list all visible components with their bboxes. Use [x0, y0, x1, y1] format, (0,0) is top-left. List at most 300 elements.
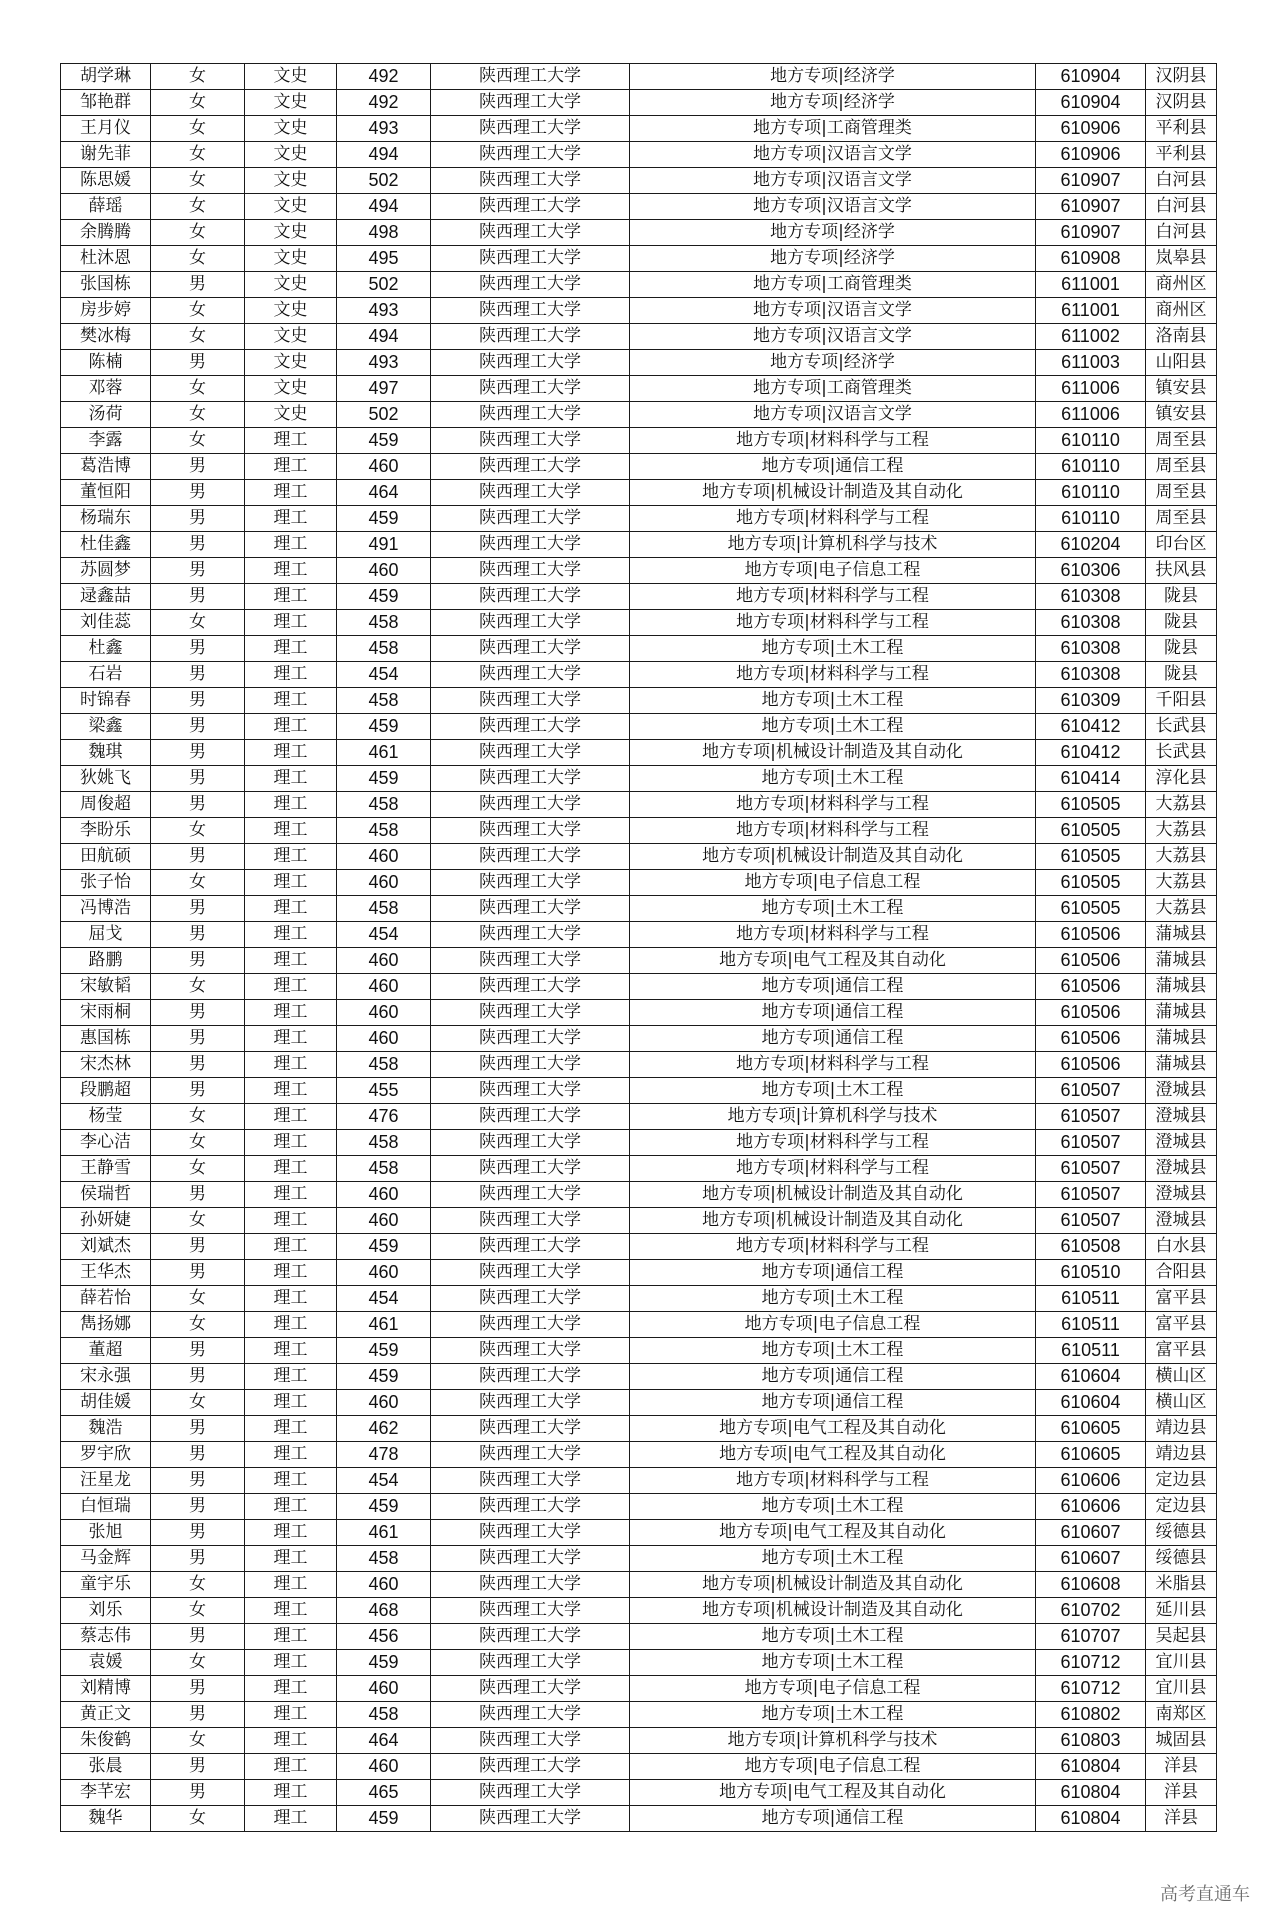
- code-cell: 610605: [1036, 1416, 1146, 1442]
- score-cell: 494: [337, 142, 431, 168]
- code-cell: 610802: [1036, 1702, 1146, 1728]
- category-cell: 理工: [245, 532, 337, 558]
- category-cell: 理工: [245, 1754, 337, 1780]
- county-cell: 蒲城县: [1146, 948, 1217, 974]
- university-cell: 陕西理工大学: [431, 454, 630, 480]
- category-cell: 理工: [245, 1026, 337, 1052]
- university-cell: 陕西理工大学: [431, 1468, 630, 1494]
- university-cell: 陕西理工大学: [431, 142, 630, 168]
- gender-cell: 女: [151, 1130, 245, 1156]
- gender-cell: 男: [151, 740, 245, 766]
- category-cell: 文史: [245, 324, 337, 350]
- code-cell: 610608: [1036, 1572, 1146, 1598]
- table-row: [61, 1598, 1217, 1624]
- county-cell: 蒲城县: [1146, 1026, 1217, 1052]
- gender-cell: 男: [151, 1026, 245, 1052]
- gender-cell: 女: [151, 1286, 245, 1312]
- category-cell: 文史: [245, 142, 337, 168]
- category-cell: 理工: [245, 1338, 337, 1364]
- major-cell: 地方专项|汉语言文学: [630, 402, 1036, 428]
- code-cell: 610712: [1036, 1676, 1146, 1702]
- county-cell: 镇安县: [1146, 402, 1217, 428]
- gender-cell: 男: [151, 1676, 245, 1702]
- county-cell: 白河县: [1146, 194, 1217, 220]
- university-cell: 陕西理工大学: [431, 1624, 630, 1650]
- score-cell: 458: [337, 636, 431, 662]
- gender-cell: 男: [151, 532, 245, 558]
- county-cell: 大荔县: [1146, 896, 1217, 922]
- name-cell: 房步婷: [61, 298, 151, 324]
- gender-cell: 男: [151, 896, 245, 922]
- county-cell: 淳化县: [1146, 766, 1217, 792]
- gender-cell: 女: [151, 818, 245, 844]
- gender-cell: 女: [151, 1104, 245, 1130]
- code-cell: 610908: [1036, 246, 1146, 272]
- gender-cell: 女: [151, 1156, 245, 1182]
- university-cell: 陕西理工大学: [431, 1676, 630, 1702]
- name-cell: 董恒阳: [61, 480, 151, 506]
- name-cell: 邹艳群: [61, 90, 151, 116]
- major-cell: 地方专项|土木工程: [630, 1546, 1036, 1572]
- major-cell: 地方专项|通信工程: [630, 454, 1036, 480]
- gender-cell: 男: [151, 1546, 245, 1572]
- table-row: [61, 428, 1217, 454]
- code-cell: 610804: [1036, 1806, 1146, 1832]
- county-cell: 山阳县: [1146, 350, 1217, 376]
- category-cell: 理工: [245, 1546, 337, 1572]
- university-cell: 陕西理工大学: [431, 974, 630, 1000]
- county-cell: 富平县: [1146, 1286, 1217, 1312]
- score-cell: 493: [337, 116, 431, 142]
- name-cell: 孙妍婕: [61, 1208, 151, 1234]
- score-cell: 468: [337, 1598, 431, 1624]
- name-cell: 刘乐: [61, 1598, 151, 1624]
- code-cell: 611006: [1036, 402, 1146, 428]
- category-cell: 文史: [245, 298, 337, 324]
- category-cell: 理工: [245, 1312, 337, 1338]
- gender-cell: 女: [151, 376, 245, 402]
- major-cell: 地方专项|经济学: [630, 64, 1036, 90]
- university-cell: 陕西理工大学: [431, 636, 630, 662]
- score-cell: 458: [337, 610, 431, 636]
- gender-cell: 女: [151, 974, 245, 1000]
- category-cell: 理工: [245, 1468, 337, 1494]
- county-cell: 平利县: [1146, 116, 1217, 142]
- table-row: [61, 64, 1217, 90]
- name-cell: 石岩: [61, 662, 151, 688]
- score-cell: 502: [337, 272, 431, 298]
- admission-table: [60, 63, 1217, 1832]
- category-cell: 理工: [245, 662, 337, 688]
- county-cell: 白河县: [1146, 168, 1217, 194]
- gender-cell: 女: [151, 610, 245, 636]
- table-row: [61, 1780, 1217, 1806]
- university-cell: 陕西理工大学: [431, 350, 630, 376]
- score-cell: 460: [337, 1572, 431, 1598]
- table-row: [61, 1572, 1217, 1598]
- code-cell: 610309: [1036, 688, 1146, 714]
- university-cell: 陕西理工大学: [431, 116, 630, 142]
- county-cell: 蒲城县: [1146, 1052, 1217, 1078]
- score-cell: 458: [337, 1546, 431, 1572]
- code-cell: 611006: [1036, 376, 1146, 402]
- gender-cell: 男: [151, 1442, 245, 1468]
- university-cell: 陕西理工大学: [431, 1390, 630, 1416]
- category-cell: 文史: [245, 376, 337, 402]
- category-cell: 理工: [245, 1182, 337, 1208]
- name-cell: 樊冰梅: [61, 324, 151, 350]
- gender-cell: 女: [151, 428, 245, 454]
- university-cell: 陕西理工大学: [431, 1572, 630, 1598]
- gender-cell: 男: [151, 766, 245, 792]
- major-cell: 地方专项|电气工程及其自动化: [630, 1780, 1036, 1806]
- category-cell: 文史: [245, 272, 337, 298]
- county-cell: 周至县: [1146, 480, 1217, 506]
- county-cell: 澄城县: [1146, 1182, 1217, 1208]
- gender-cell: 男: [151, 1468, 245, 1494]
- table-row: [61, 922, 1217, 948]
- table-row: [61, 1390, 1217, 1416]
- category-cell: 理工: [245, 1130, 337, 1156]
- gender-cell: 女: [151, 1390, 245, 1416]
- university-cell: 陕西理工大学: [431, 896, 630, 922]
- university-cell: 陕西理工大学: [431, 1078, 630, 1104]
- table-row: [61, 1442, 1217, 1468]
- name-cell: 魏华: [61, 1806, 151, 1832]
- category-cell: 文史: [245, 64, 337, 90]
- major-cell: 地方专项|机械设计制造及其自动化: [630, 844, 1036, 870]
- code-cell: 610506: [1036, 974, 1146, 1000]
- category-cell: 理工: [245, 1364, 337, 1390]
- university-cell: 陕西理工大学: [431, 1416, 630, 1442]
- major-cell: 地方专项|机械设计制造及其自动化: [630, 1572, 1036, 1598]
- category-cell: 理工: [245, 1520, 337, 1546]
- gender-cell: 男: [151, 1494, 245, 1520]
- code-cell: 610607: [1036, 1546, 1146, 1572]
- major-cell: 地方专项|土木工程: [630, 1624, 1036, 1650]
- university-cell: 陕西理工大学: [431, 246, 630, 272]
- major-cell: 地方专项|汉语言文学: [630, 168, 1036, 194]
- university-cell: 陕西理工大学: [431, 740, 630, 766]
- gender-cell: 男: [151, 1338, 245, 1364]
- score-cell: 459: [337, 1338, 431, 1364]
- gender-cell: 男: [151, 1624, 245, 1650]
- score-cell: 459: [337, 1234, 431, 1260]
- category-cell: 理工: [245, 844, 337, 870]
- gender-cell: 女: [151, 194, 245, 220]
- major-cell: 地方专项|计算机科学与技术: [630, 1104, 1036, 1130]
- major-cell: 地方专项|通信工程: [630, 1026, 1036, 1052]
- score-cell: 462: [337, 1416, 431, 1442]
- name-cell: 汤荷: [61, 402, 151, 428]
- name-cell: 屈戈: [61, 922, 151, 948]
- score-cell: 458: [337, 688, 431, 714]
- code-cell: 610204: [1036, 532, 1146, 558]
- table-row: [61, 194, 1217, 220]
- gender-cell: 男: [151, 1754, 245, 1780]
- score-cell: 464: [337, 1728, 431, 1754]
- code-cell: 610712: [1036, 1650, 1146, 1676]
- university-cell: 陕西理工大学: [431, 1338, 630, 1364]
- table-row: [61, 948, 1217, 974]
- major-cell: 地方专项|材料科学与工程: [630, 428, 1036, 454]
- table-row: [61, 740, 1217, 766]
- code-cell: 610605: [1036, 1442, 1146, 1468]
- code-cell: 610505: [1036, 818, 1146, 844]
- score-cell: 461: [337, 1520, 431, 1546]
- name-cell: 王华杰: [61, 1260, 151, 1286]
- table-row: [61, 1286, 1217, 1312]
- county-cell: 蒲城县: [1146, 922, 1217, 948]
- county-cell: 澄城县: [1146, 1104, 1217, 1130]
- name-cell: 汪星龙: [61, 1468, 151, 1494]
- score-cell: 497: [337, 376, 431, 402]
- code-cell: 610506: [1036, 948, 1146, 974]
- table-row: [61, 1624, 1217, 1650]
- name-cell: 白恒瑞: [61, 1494, 151, 1520]
- code-cell: 610511: [1036, 1338, 1146, 1364]
- name-cell: 惠国栋: [61, 1026, 151, 1052]
- score-cell: 461: [337, 740, 431, 766]
- table-row: [61, 1728, 1217, 1754]
- major-cell: 地方专项|材料科学与工程: [630, 506, 1036, 532]
- major-cell: 地方专项|电气工程及其自动化: [630, 948, 1036, 974]
- category-cell: 文史: [245, 116, 337, 142]
- name-cell: 葛浩博: [61, 454, 151, 480]
- table-row: [61, 220, 1217, 246]
- university-cell: 陕西理工大学: [431, 376, 630, 402]
- code-cell: 610907: [1036, 220, 1146, 246]
- gender-cell: 女: [151, 1728, 245, 1754]
- table-row: [61, 1754, 1217, 1780]
- university-cell: 陕西理工大学: [431, 1780, 630, 1806]
- table-row: [61, 1234, 1217, 1260]
- score-cell: 502: [337, 168, 431, 194]
- table-row: [61, 1052, 1217, 1078]
- major-cell: 地方专项|通信工程: [630, 974, 1036, 1000]
- county-cell: 靖边县: [1146, 1416, 1217, 1442]
- table-row: [61, 246, 1217, 272]
- gender-cell: 女: [151, 1650, 245, 1676]
- name-cell: 邓蓉: [61, 376, 151, 402]
- table-row: [61, 506, 1217, 532]
- name-cell: 罗宇欣: [61, 1442, 151, 1468]
- major-cell: 地方专项|电气工程及其自动化: [630, 1416, 1036, 1442]
- gender-cell: 男: [151, 1052, 245, 1078]
- university-cell: 陕西理工大学: [431, 844, 630, 870]
- code-cell: 610702: [1036, 1598, 1146, 1624]
- code-cell: 610906: [1036, 116, 1146, 142]
- gender-cell: 女: [151, 1572, 245, 1598]
- score-cell: 465: [337, 1780, 431, 1806]
- category-cell: 理工: [245, 714, 337, 740]
- county-cell: 定边县: [1146, 1468, 1217, 1494]
- table-row: [61, 1676, 1217, 1702]
- table-row: [61, 870, 1217, 896]
- score-cell: 460: [337, 1260, 431, 1286]
- name-cell: 刘佳蕊: [61, 610, 151, 636]
- county-cell: 扶风县: [1146, 558, 1217, 584]
- score-cell: 459: [337, 584, 431, 610]
- table-row: [61, 1520, 1217, 1546]
- category-cell: 理工: [245, 1650, 337, 1676]
- name-cell: 李芊宏: [61, 1780, 151, 1806]
- name-cell: 魏浩: [61, 1416, 151, 1442]
- score-cell: 494: [337, 324, 431, 350]
- gender-cell: 男: [151, 922, 245, 948]
- university-cell: 陕西理工大学: [431, 1208, 630, 1234]
- table-row: [61, 792, 1217, 818]
- gender-cell: 女: [151, 1806, 245, 1832]
- name-cell: 李心洁: [61, 1130, 151, 1156]
- table-row: [61, 662, 1217, 688]
- score-cell: 478: [337, 1442, 431, 1468]
- score-cell: 458: [337, 896, 431, 922]
- major-cell: 地方专项|土木工程: [630, 766, 1036, 792]
- gender-cell: 男: [151, 558, 245, 584]
- county-cell: 绥德县: [1146, 1546, 1217, 1572]
- county-cell: 定边县: [1146, 1494, 1217, 1520]
- table-row: [61, 1468, 1217, 1494]
- major-cell: 地方专项|通信工程: [630, 1390, 1036, 1416]
- name-cell: 狄姚飞: [61, 766, 151, 792]
- table-row: [61, 1364, 1217, 1390]
- university-cell: 陕西理工大学: [431, 688, 630, 714]
- name-cell: 宋敏韬: [61, 974, 151, 1000]
- university-cell: 陕西理工大学: [431, 1104, 630, 1130]
- university-cell: 陕西理工大学: [431, 1182, 630, 1208]
- score-cell: 464: [337, 480, 431, 506]
- table-row: [61, 558, 1217, 584]
- gender-cell: 男: [151, 1520, 245, 1546]
- gender-cell: 男: [151, 350, 245, 376]
- name-cell: 杨莹: [61, 1104, 151, 1130]
- county-cell: 陇县: [1146, 662, 1217, 688]
- name-cell: 杜沐恩: [61, 246, 151, 272]
- university-cell: 陕西理工大学: [431, 1286, 630, 1312]
- university-cell: 陕西理工大学: [431, 428, 630, 454]
- major-cell: 地方专项|土木工程: [630, 1078, 1036, 1104]
- name-cell: 薛瑶: [61, 194, 151, 220]
- score-cell: 460: [337, 1390, 431, 1416]
- major-cell: 地方专项|材料科学与工程: [630, 1468, 1036, 1494]
- major-cell: 地方专项|电子信息工程: [630, 870, 1036, 896]
- major-cell: 地方专项|土木工程: [630, 1702, 1036, 1728]
- gender-cell: 男: [151, 662, 245, 688]
- university-cell: 陕西理工大学: [431, 1494, 630, 1520]
- score-cell: 454: [337, 922, 431, 948]
- category-cell: 理工: [245, 1598, 337, 1624]
- code-cell: 610507: [1036, 1208, 1146, 1234]
- table-row: [61, 610, 1217, 636]
- name-cell: 杜鑫: [61, 636, 151, 662]
- score-cell: 458: [337, 1052, 431, 1078]
- major-cell: 地方专项|材料科学与工程: [630, 792, 1036, 818]
- table-row: [61, 454, 1217, 480]
- major-cell: 地方专项|土木工程: [630, 1286, 1036, 1312]
- county-cell: 横山区: [1146, 1364, 1217, 1390]
- county-cell: 长武县: [1146, 714, 1217, 740]
- major-cell: 地方专项|通信工程: [630, 1806, 1036, 1832]
- score-cell: 458: [337, 1156, 431, 1182]
- major-cell: 地方专项|工商管理类: [630, 376, 1036, 402]
- score-cell: 460: [337, 1026, 431, 1052]
- category-cell: 理工: [245, 740, 337, 766]
- category-cell: 理工: [245, 1078, 337, 1104]
- university-cell: 陕西理工大学: [431, 1598, 630, 1624]
- table-row: [61, 1650, 1217, 1676]
- code-cell: 611003: [1036, 350, 1146, 376]
- category-cell: 文史: [245, 220, 337, 246]
- university-cell: 陕西理工大学: [431, 532, 630, 558]
- university-cell: 陕西理工大学: [431, 1754, 630, 1780]
- score-cell: 460: [337, 558, 431, 584]
- category-cell: 文史: [245, 90, 337, 116]
- code-cell: 610904: [1036, 64, 1146, 90]
- county-cell: 富平县: [1146, 1338, 1217, 1364]
- code-cell: 610507: [1036, 1182, 1146, 1208]
- university-cell: 陕西理工大学: [431, 272, 630, 298]
- university-cell: 陕西理工大学: [431, 1650, 630, 1676]
- major-cell: 地方专项|材料科学与工程: [630, 1130, 1036, 1156]
- university-cell: 陕西理工大学: [431, 90, 630, 116]
- major-cell: 地方专项|材料科学与工程: [630, 1052, 1036, 1078]
- name-cell: 张晨: [61, 1754, 151, 1780]
- name-cell: 张旭: [61, 1520, 151, 1546]
- score-cell: 495: [337, 246, 431, 272]
- table-row: [61, 90, 1217, 116]
- code-cell: 610606: [1036, 1494, 1146, 1520]
- score-cell: 476: [337, 1104, 431, 1130]
- category-cell: 理工: [245, 688, 337, 714]
- university-cell: 陕西理工大学: [431, 818, 630, 844]
- score-cell: 460: [337, 1208, 431, 1234]
- table-row: [61, 1182, 1217, 1208]
- score-cell: 459: [337, 428, 431, 454]
- major-cell: 地方专项|土木工程: [630, 714, 1036, 740]
- gender-cell: 男: [151, 1702, 245, 1728]
- county-cell: 宜川县: [1146, 1650, 1217, 1676]
- name-cell: 雋扬娜: [61, 1312, 151, 1338]
- gender-cell: 男: [151, 948, 245, 974]
- university-cell: 陕西理工大学: [431, 480, 630, 506]
- category-cell: 理工: [245, 1624, 337, 1650]
- county-cell: 平利县: [1146, 142, 1217, 168]
- category-cell: 理工: [245, 1286, 337, 1312]
- code-cell: 610412: [1036, 714, 1146, 740]
- score-cell: 498: [337, 220, 431, 246]
- table-row: [61, 1078, 1217, 1104]
- county-cell: 洋县: [1146, 1754, 1217, 1780]
- code-cell: 610907: [1036, 194, 1146, 220]
- major-cell: 地方专项|材料科学与工程: [630, 610, 1036, 636]
- name-cell: 张子怡: [61, 870, 151, 896]
- county-cell: 城固县: [1146, 1728, 1217, 1754]
- score-cell: 492: [337, 90, 431, 116]
- name-cell: 黄正文: [61, 1702, 151, 1728]
- category-cell: 理工: [245, 974, 337, 1000]
- county-cell: 蒲城县: [1146, 1000, 1217, 1026]
- major-cell: 地方专项|电子信息工程: [630, 1676, 1036, 1702]
- name-cell: 薛若怡: [61, 1286, 151, 1312]
- gender-cell: 男: [151, 480, 245, 506]
- name-cell: 陈思媛: [61, 168, 151, 194]
- name-cell: 苏圆梦: [61, 558, 151, 584]
- table-row: [61, 818, 1217, 844]
- score-cell: 460: [337, 1000, 431, 1026]
- code-cell: 610604: [1036, 1390, 1146, 1416]
- code-cell: 610507: [1036, 1104, 1146, 1130]
